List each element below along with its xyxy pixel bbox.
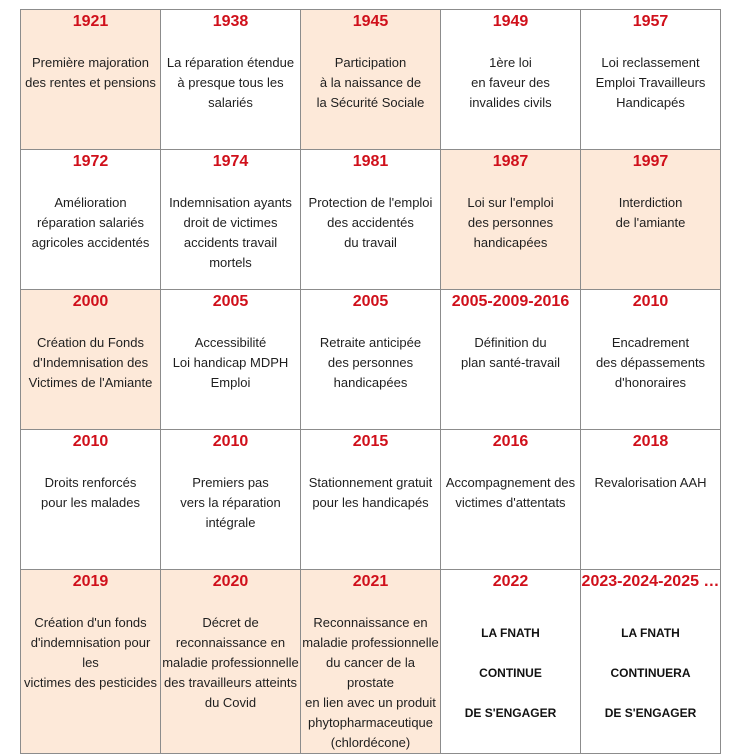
timeline-cell: [161, 570, 301, 754]
entry-year: 2015: [352, 433, 389, 450]
timeline-entry: [441, 430, 580, 513]
entry-description: Premiers pas vers la réparation intégrale: [180, 475, 281, 530]
entry-year: 1981: [352, 153, 389, 170]
entry-description: Amélioration réparation salariés agricoles accidentés: [31, 195, 150, 250]
entry-description: Revalorisation AAH: [594, 475, 707, 490]
timeline-cell: [441, 570, 581, 754]
entry-year: 2005-2009-2016: [451, 293, 570, 310]
entry-year: 1938: [212, 13, 249, 30]
timeline-row: [21, 430, 721, 570]
timeline-entry: [161, 10, 300, 113]
timeline-cell: [581, 150, 721, 290]
entry-year: 2000: [72, 293, 109, 310]
timeline-cell: [581, 570, 721, 754]
entry-description: Participation à la naissance de la Sécurité Sociale: [316, 55, 425, 110]
entry-year: 2023-2024-2025 …: [581, 573, 720, 590]
timeline-cell: [161, 150, 301, 290]
entry-description: Création du Fonds d'Indemnisation des Victimes de l'Amiante: [28, 335, 153, 390]
timeline-entry: [161, 570, 300, 713]
entry-description: Loi reclassement Emploi Travailleurs Handicapés: [595, 55, 706, 110]
timeline-entry: [21, 430, 160, 513]
entry-description: Indemnisation ayants droit de victimes accidents travail mortels: [169, 195, 292, 270]
timeline-entry: [581, 430, 720, 493]
entry-year: 1945: [352, 13, 389, 30]
timeline-cell: [161, 430, 301, 570]
entry-description: Définition du plan santé-travail: [461, 335, 560, 370]
timeline-cell: [441, 430, 581, 570]
timeline-row: [21, 150, 721, 290]
entry-description: LA FNATH CONTINUE DE S'ENGAGER: [464, 626, 557, 720]
entry-year: 1974: [212, 153, 249, 170]
entry-year: 2021: [352, 573, 389, 590]
timeline-cell: [441, 290, 581, 430]
timeline-cell: [161, 290, 301, 430]
timeline-entry: [581, 150, 720, 233]
timeline-entry: [21, 290, 160, 393]
timeline-row: [21, 290, 721, 430]
entry-description: LA FNATH CONTINUERA DE S'ENGAGER: [604, 626, 697, 720]
entry-year: 2010: [72, 433, 109, 450]
entry-description: Encadrement des dépassements d'honoraires: [595, 335, 706, 390]
timeline-cell: [301, 150, 441, 290]
entry-year: 2022: [492, 573, 529, 590]
entry-description: Droits renforcés pour les malades: [41, 475, 140, 510]
entry-description: Interdiction de l'amiante: [615, 195, 686, 230]
entry-description: La réparation étendue à presque tous les salariés: [166, 55, 295, 110]
timeline-cell: [441, 10, 581, 150]
timeline-entry: [441, 290, 580, 373]
entry-year: 1972: [72, 153, 109, 170]
timeline-entry: [441, 150, 580, 253]
entry-year: 2019: [72, 573, 109, 590]
timeline-cell: [581, 290, 721, 430]
entry-description: 1ère loi en faveur des invalides civils: [469, 55, 552, 110]
timeline-cell: [301, 570, 441, 754]
timeline-grid: [20, 9, 721, 754]
timeline-entry: [21, 570, 160, 693]
timeline-cell: [301, 10, 441, 150]
entry-description: Stationnement gratuit pour les handicapés: [308, 475, 433, 510]
timeline-cell: [581, 430, 721, 570]
entry-year: 2020: [212, 573, 249, 590]
entry-year: 1997: [632, 153, 669, 170]
timeline-entry: [581, 570, 720, 733]
timeline-entry: [21, 10, 160, 93]
entry-year: 1987: [492, 153, 529, 170]
timeline-entry: [161, 290, 300, 393]
entry-year: 1949: [492, 13, 529, 30]
timeline-entry: [301, 290, 440, 393]
entry-description: Loi sur l'emploi des personnes handicapées: [467, 195, 554, 250]
entry-year: 2005: [212, 293, 249, 310]
timeline-cell: [21, 430, 161, 570]
timeline-cell: [21, 150, 161, 290]
timeline-row: [21, 570, 721, 754]
timeline-entry: [581, 290, 720, 393]
timeline-cell: [441, 150, 581, 290]
entry-description: Décret de reconnaissance en maladie professionnelle des travailleurs atteints du Covid: [162, 615, 299, 710]
timeline-entry: [441, 570, 580, 733]
timeline-cell: [301, 430, 441, 570]
timeline-entry: [21, 150, 160, 253]
timeline-entry: [441, 10, 580, 113]
entry-year: 2018: [632, 433, 669, 450]
entry-description: Accessibilité Loi handicap MDPH Emploi: [172, 335, 289, 390]
entry-year: 1957: [632, 13, 669, 30]
timeline-cell: [21, 290, 161, 430]
timeline-cell: [21, 10, 161, 150]
entry-year: 2010: [632, 293, 669, 310]
entry-description: Retraite anticipée des personnes handicapées: [319, 335, 422, 390]
timeline-entry: [161, 430, 300, 533]
timeline-cell: [581, 10, 721, 150]
entry-year: 2016: [492, 433, 529, 450]
entry-description: Première majoration des rentes et pensions: [25, 55, 156, 90]
entry-description: Reconnaissance en maladie professionnelle du cancer de la prostate en lien avec un produit phytopharmaceutique (chlordécone): [302, 615, 439, 750]
timeline-entry: [301, 10, 440, 113]
entry-year: 2010: [212, 433, 249, 450]
timeline-entry: [301, 150, 440, 253]
entry-description: Protection de l'emploi des accidentés du travail: [308, 195, 433, 250]
timeline-cell: [301, 290, 441, 430]
timeline-entry: [581, 10, 720, 113]
timeline-row: [21, 10, 721, 150]
timeline-cell: [21, 570, 161, 754]
entry-year: 2005: [352, 293, 389, 310]
entry-description: Création d'un fonds d'indemnisation pour les victimes des pesticides: [24, 615, 157, 690]
timeline-cell: [161, 10, 301, 150]
timeline-entry: [301, 570, 440, 753]
timeline-entry: [161, 150, 300, 273]
entry-year: 1921: [72, 13, 109, 30]
entry-description: Accompagnement des victimes d'attentats: [445, 475, 576, 510]
timeline-entry: [301, 430, 440, 513]
